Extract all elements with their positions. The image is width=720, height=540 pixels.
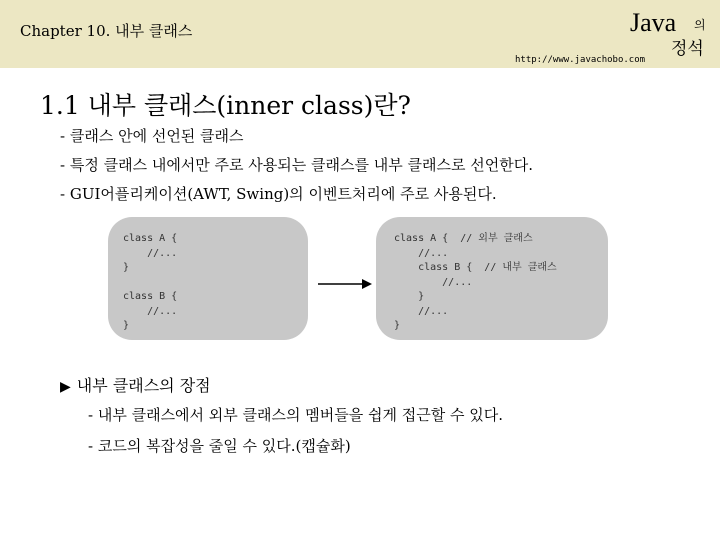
code-before: class A { //... } class B { //... } [123,233,178,331]
advantage-heading-text: 내부 클래스의 장점 [76,376,211,395]
advantage-item: - 내부 클래스에서 외부 클래스의 멤버들을 쉽게 접근할 수 있다. [88,406,504,424]
chapter-title: Chapter 10. 내부 클래스 [20,22,193,40]
bullet-item: - 클래스 안에 선언된 클래스 [60,127,244,145]
slide-title: 1.1 내부 클래스(inner class)란? [40,91,411,120]
code-after: class A { // 외부 클래스 //... class B { // 내부 클래스 //... } //... } [394,233,557,331]
brand-ui: 의 [694,18,706,32]
triangle-right-icon: ▶ [60,379,71,395]
bullet-item: - 특정 클래스 내에서만 주로 사용되는 클래스를 내부 클래스로 선언한다. [60,156,533,174]
site-url: http://www.javachobo.com [515,55,646,65]
bullet-list [60,122,533,209]
arrow-right-icon [318,276,372,292]
bullet-item: - GUI어플리케이션(AWT, Swing)의 이벤트처리에 주로 사용된다. [60,185,497,203]
header-bar [0,0,720,68]
advantage-list [88,400,503,462]
code-box-before [108,217,308,340]
code-box-after [376,217,608,340]
advantage-item: - 코드의 복잡성을 줄일 수 있다.(캡슐화) [88,437,351,455]
brand-jeongseok: 정석 [671,39,704,59]
advantage-heading [60,373,211,396]
brand-java: Java [630,8,677,37]
